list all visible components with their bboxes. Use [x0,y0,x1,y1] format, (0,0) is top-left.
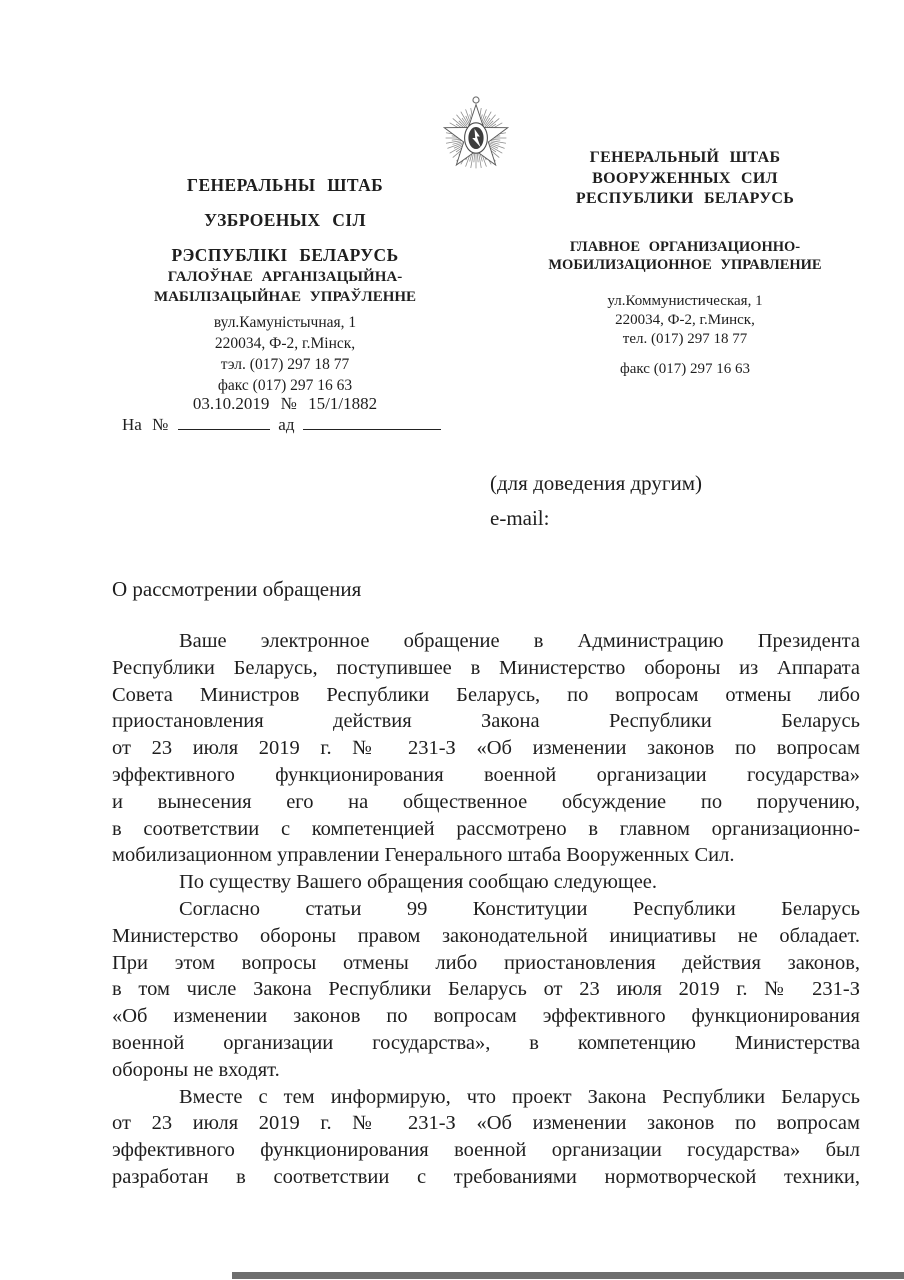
body-line: мобилизационном управлении Генерального штаба Вооруженных Сил. [112,844,735,867]
org-name-by [118,168,452,273]
address-line: 220034, Ф-2, г.Минск, [615,312,755,328]
body-line: Согласно статьи 99 Конституции Республики Беларусь [179,897,860,920]
org-name-line: ГЕНЕРАЛЬНЫ ШТАБ [186,175,384,195]
paragraph [112,896,860,1084]
incoming-ref-number-blank [178,429,270,430]
paragraph [112,628,860,869]
body-line: в том числе Закона Республики Беларусь от 23 июля 2019 г. № 231-З [112,978,860,1001]
department-name-line: МОБИЛИЗАЦИОННОЕ УПРАВЛЕНИЕ [548,257,822,273]
body-line: «Об изменении законов по вопросам эффективного функционирования [112,1005,860,1028]
body-line: от 23 июля 2019 г. № 231-З «Об изменении законов по вопросам [112,1112,860,1135]
address-line: факс (017) 297 16 63 [217,377,353,394]
address-line: тэл. (017) 297 18 77 [220,356,350,373]
letter-body [112,628,860,1191]
distribution-note: (для доведения другим) [490,471,703,495]
department-name-line: МАБІЛІЗАЦЫЙНАЕ УПРАЎЛЕННЕ [153,289,417,305]
body-line: приостановления действия Закона Республики Беларусь [112,710,860,733]
body-line: Совета Министров Республики Беларусь, по вопросам отмены либо [112,683,860,706]
org-name-line: РЕСПУБЛИКИ БЕЛАРУСЬ [575,190,795,207]
address-line: тел. (017) 297 18 77 [622,331,748,347]
body-line: Республики Беларусь, поступившее в Министерство обороны из Аппарата [112,656,860,679]
body-line: разработан в соответствии с требованиями нормотворческой техники, [112,1165,860,1188]
body-line: от 23 июля 2019 г. № 231-З «Об изменении законов по вопросам [112,737,860,760]
department-name-line: ГЛАВНОЕ ОРГАНИЗАЦИОННО- [569,239,801,255]
org-name-line: РЭСПУБЛІКІ БЕЛАРУСЬ [171,245,399,265]
body-line: в соответствии с компетенцией рассмотрено в главном организационно- [112,817,860,840]
address-line: ул.Коммунистическая, 1 [607,293,763,309]
paragraph [112,1084,860,1191]
address-line: 220034, Ф-2, г.Мінск, [214,335,356,352]
body-line: Ваше электронное обращение в Администрацию Президента [179,630,860,652]
body-line: военной организации государства», в компетенцию Министерства [112,1031,860,1054]
address-line: вул.Камуністычная, 1 [213,314,357,331]
body-line: При этом вопросы отмены либо приостановления действия законов, [112,951,860,974]
department-name-by [118,267,452,307]
incoming-ref-prefix: На № [122,415,169,434]
body-line: эффективного функционирования военной организации государства» [112,763,860,786]
body-line: обороны не входят. [112,1058,280,1081]
body-line: Вместе с тем информирую, что проект Закона Республики Беларусь [179,1085,860,1108]
org-name-line: УЗБРОЕНЫХ СІЛ [204,210,366,230]
paragraph [112,869,860,896]
org-name-ru [518,148,852,210]
body-line: Министерство обороны правом законодательной инициативы не обладает. [112,924,860,947]
department-name-ru [518,238,852,274]
org-name-line: ВООРУЖЕННЫХ СИЛ [592,169,778,187]
scan-edge-artifact [232,1272,904,1279]
body-line: эффективного функционирования военной организации государства» был [112,1139,860,1162]
body-line: По существу Вашего обращения сообщаю следующее. [179,871,658,894]
org-name-line: ГЕНЕРАЛЬНЫЙ ШТАБ [589,149,781,166]
outgoing-reference: 03.10.2019 № 15/1/1882 [192,394,378,413]
email-label: e-mail: [490,506,550,530]
fax-line: факс (017) 297 16 63 [620,361,750,377]
incoming-ref-middle: ад [278,415,295,434]
address-block-by [118,312,452,396]
body-line: и вынесения его на общественное обсуждение по поручению, [112,790,860,813]
address-block-ru [518,292,852,349]
department-name-line: ГАЛОЎНАЕ АРГАНІЗАЦЫЙНА- [167,269,403,285]
subject-line: О рассмотрении обращения [112,577,362,601]
incoming-ref-date-blank [303,429,441,430]
incoming-reference-line [122,415,456,435]
